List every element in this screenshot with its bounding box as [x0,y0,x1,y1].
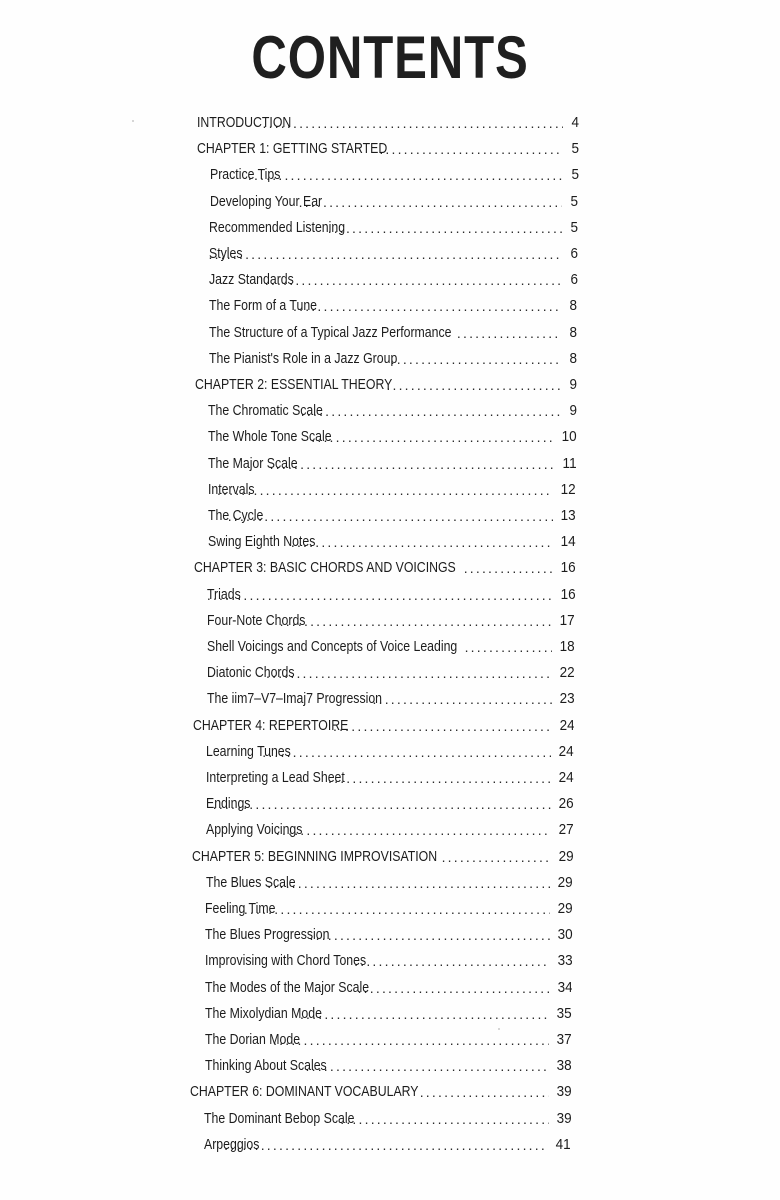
dot-leader [291,533,553,551]
dot-leader [373,690,552,708]
dot-leader [379,140,562,158]
toc-page-number: 24 [559,742,575,760]
dot-leader [465,638,553,656]
toc-section-entry [208,473,576,499]
toc-section-entry [210,185,579,211]
dot-leader [293,297,561,315]
dot-leader [391,350,561,368]
dot-leader [213,795,551,813]
toc-page-number: 17 [560,611,576,629]
toc-page-number: 8 [569,297,578,315]
toc-page-number: 8 [569,323,578,341]
toc-entry-label: The iim7–V7–Imaj7 Progression [206,690,382,708]
dot-leader [265,271,562,289]
toc-entry-label: Endings [206,795,251,813]
toc-section-entry [210,158,579,184]
toc-entry-label: Swing Eighth Notes [207,533,315,551]
toc-page-number: 33 [557,952,573,970]
dot-leader [267,874,550,892]
toc-page-number: 8 [569,349,578,367]
dot-leader [248,166,563,184]
toc-entry-label: Developing Your Ear [209,192,322,210]
toc-entry-label: INTRODUCTION [197,114,292,131]
dot-leader [457,324,562,342]
toc-entry-label: CHAPTER 4: REPERTOIRE [192,716,349,734]
toc-entry-label: Four-Note Chords [207,611,306,629]
toc-page-number: 16 [560,585,576,603]
toc-entry-label: Thinking About Scales [204,1057,327,1075]
dot-leader [310,926,550,944]
dot-leader [311,428,554,446]
toc-entry-label: The Pianist's Role in a Jazz Group [208,349,397,367]
toc-section-entry [204,1102,571,1128]
toc-chapter-entry [190,1075,571,1101]
dot-leader [358,979,550,997]
toc-page-number: 9 [569,376,577,393]
toc-section-entry [209,211,578,237]
dot-leader [207,586,552,604]
toc-page-number: 6 [570,271,578,289]
toc-chapter-entry [193,709,574,735]
toc-section-entry [209,263,578,289]
toc-page-number: 41 [555,1135,571,1153]
toc-entry-label: Learning Tunes [206,742,292,760]
dot-leader [224,1136,548,1154]
toc-section-entry [208,420,576,446]
toc-section-entry [205,892,573,918]
dot-leader [340,1110,548,1128]
dot-leader [328,219,562,237]
toc-entry-label: Feeling Time [205,900,276,917]
toc-section-entry [209,237,578,263]
toc-entry-label: CHAPTER 6: DOMINANT VOCABULARY [190,1083,419,1101]
dot-leader [464,559,553,577]
dot-leader [266,664,552,682]
toc-entry-label: Interpreting a Lead Sheet [206,769,346,786]
toc-entry-label: Shell Voicings and Concepts of Voice Leading [206,638,458,655]
dot-leader [301,402,561,420]
toc-page-number: 37 [556,1031,572,1048]
toc-chapter-entry [194,551,576,577]
toc-section-entry [205,997,572,1023]
toc-entry-label: The Structure of a Typical Jazz Performance [208,323,452,341]
toc-section-entry [205,971,572,997]
toc-page-number: 22 [559,664,575,682]
toc-page-number: 24 [559,716,575,734]
toc-page-number: 38 [556,1057,572,1075]
paper-speck [498,1028,500,1030]
toc-page-number: 10 [561,428,577,446]
toc-section-entry [204,1128,571,1154]
toc-entry-label: CHAPTER 5: BEGINNING IMPROVISATION [192,847,438,865]
toc-section-entry [207,630,575,656]
dot-leader [273,1031,549,1049]
toc-section-entry [206,735,574,761]
table-of-contents [0,106,780,1176]
toc-page-number: 5 [570,192,579,210]
toc-section-entry [205,1049,572,1075]
toc-section-entry [207,604,575,630]
toc-section-entry [207,578,575,604]
dot-leader [280,612,553,630]
toc-page-number: 5 [570,218,579,236]
dot-leader [333,717,552,735]
dot-leader [354,952,550,970]
toc-page-number: 18 [559,638,575,655]
toc-entry-label: Styles [209,245,243,262]
dot-leader [328,769,551,787]
paper-speck [132,120,134,122]
toc-section-entry [206,787,574,813]
toc-entry-label: Jazz Standards [209,271,294,289]
toc-page-number: 35 [557,1004,573,1022]
dot-leader [209,245,562,263]
dot-leader [442,848,551,866]
toc-entry-label: CHAPTER 2: ESSENTIAL THEORY [195,376,393,393]
toc-chapter-entry [197,106,579,132]
toc-section-entry [208,394,576,420]
toc-entry-label: Practice Tips [209,166,281,184]
toc-chapter-entry [197,132,579,158]
toc-entry-label: The Whole Tone Scale [208,428,332,446]
toc-entry-label: The Cycle [207,507,264,524]
toc-section-entry [206,761,574,787]
toc-entry-label: CHAPTER 1: GETTING STARTED [196,140,388,158]
toc-page-number: 24 [558,769,574,786]
toc-chapter-entry [192,840,573,866]
toc-page-number: 12 [561,480,577,498]
toc-page-number: 23 [559,690,575,708]
toc-page-number: 30 [557,926,573,944]
toc-page-number: 13 [560,507,576,524]
toc-entry-label: Intervals [207,480,255,498]
toc-entry-label: CHAPTER 3: BASIC CHORDS AND VOICINGS [193,559,456,577]
toc-section-entry [208,525,576,551]
dot-leader [262,743,551,761]
toc-section-entry [208,499,576,525]
toc-page-number: 4 [571,114,579,131]
toc-page-number: 29 [557,900,573,917]
toc-page-number: 29 [557,873,573,891]
dot-leader [263,114,563,132]
toc-section-entry [205,1023,572,1049]
toc-page-number: 5 [571,166,579,184]
toc-entry-label: The Mixolydian Mode [204,1004,322,1022]
toc-page-number: 39 [556,1083,572,1101]
page-title: CONTENTS [251,24,529,91]
toc-page-number: 9 [569,402,577,420]
toc-section-entry [209,342,578,368]
toc-section-entry [205,944,572,970]
toc-entry-label: Triads [207,585,241,603]
toc-page-number: 26 [558,795,574,813]
toc-entry-label: The Dorian Mode [204,1031,300,1048]
toc-section-entry [205,918,572,944]
toc-chapter-entry [195,368,577,394]
dot-leader [386,376,560,394]
dot-leader [299,193,563,211]
toc-section-entry [209,289,578,315]
dot-leader [420,1083,549,1101]
dot-leader [300,1005,549,1023]
toc-entry-label: Recommended Listening [209,218,346,236]
toc-entry-label: The Chromatic Scale [208,402,324,420]
toc-section-entry [207,656,575,682]
toc-entry-label: The Major Scale [208,454,298,472]
toc-page-number: 34 [557,978,573,996]
toc-page-number: 27 [558,821,574,839]
toc-entry-label: Improvising with Chord Tones [205,952,367,970]
dot-leader [244,900,550,918]
dot-leader [228,507,554,525]
toc-entry-label: The Dominant Bebop Scale [204,1109,355,1127]
toc-page-number: 5 [571,140,579,158]
toc-entry-label: The Blues Progression [205,926,330,944]
toc-entry-label: Arpeggios [204,1135,260,1153]
dot-leader [276,821,551,839]
toc-section-entry [206,813,574,839]
toc-page-number: 6 [570,245,578,262]
dot-leader [306,1057,549,1075]
toc-page-number: 29 [558,847,574,865]
toc-entry-label: Diatonic Chords [206,664,295,682]
dot-leader [217,481,553,499]
toc-page-number: 39 [556,1109,572,1127]
toc-entry-label: The Form of a Tune [208,297,317,315]
toc-page-number: 11 [562,454,577,472]
toc-section-entry [206,866,574,892]
toc-entry-label: The Modes of the Major Scale [204,978,369,996]
toc-section-entry [208,447,576,473]
toc-page-number: 14 [560,533,576,551]
toc-section-entry [207,682,575,708]
toc-section-entry [209,316,578,342]
toc-entry-label: The Blues Scale [205,873,296,891]
dot-leader [270,455,555,473]
toc-page-number: 16 [560,559,576,577]
toc-entry-label: Applying Voicings [205,821,303,839]
